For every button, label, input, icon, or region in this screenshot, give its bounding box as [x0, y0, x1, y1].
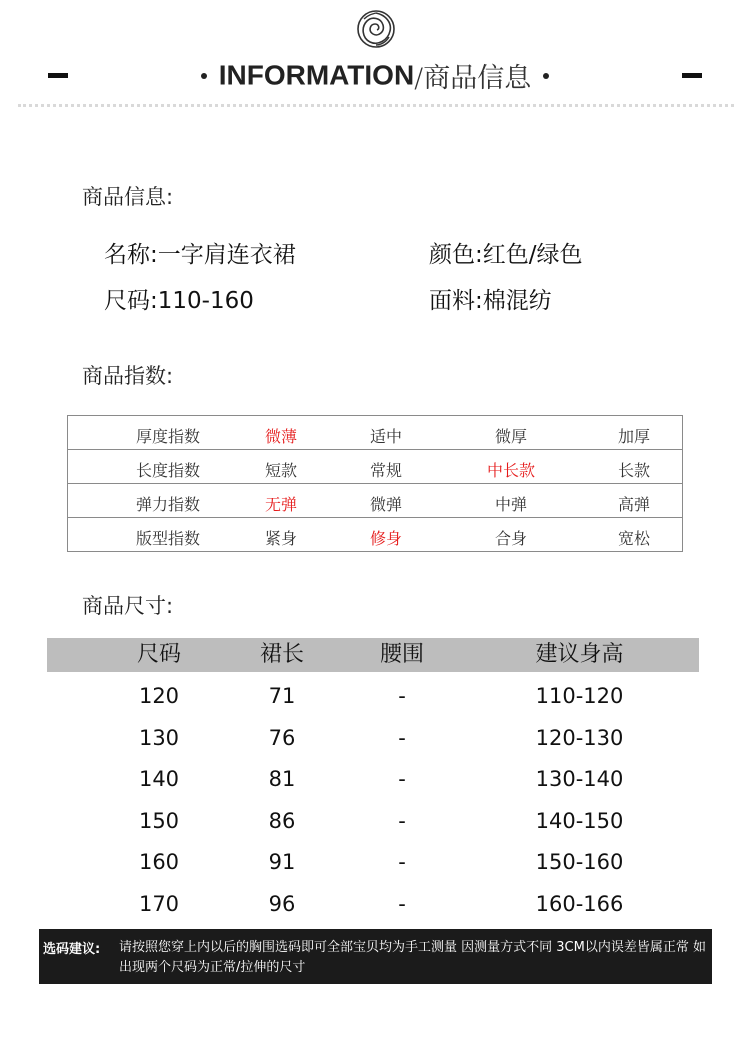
product-size: 尺码:110-160 [104, 288, 254, 314]
length-value: 76 [268, 725, 296, 750]
title-en: INFORMATION [218, 59, 415, 91]
height-value: 150-160 [535, 850, 624, 875]
index-option: 微弹 [369, 495, 402, 514]
length-value: 91 [268, 850, 296, 875]
title-dot-left [201, 73, 207, 79]
header-divider [18, 104, 734, 107]
size-chart-title: 商品尺寸: [82, 594, 174, 618]
waist-value: - [398, 892, 406, 916]
index-option: 宽松 [617, 529, 650, 548]
index-label: 版型指数 [135, 529, 200, 548]
index-row [68, 416, 683, 450]
product-index-title: 商品指数: [82, 364, 174, 388]
size-value: 130 [138, 725, 180, 750]
height-value: 160-166 [535, 892, 624, 916]
index-row [68, 484, 683, 518]
index-row [68, 518, 683, 552]
size-advice-box [39, 929, 712, 984]
index-label: 厚度指数 [135, 427, 200, 446]
index-row [68, 450, 683, 484]
index-option: 常规 [369, 461, 402, 480]
product-fabric: 面料:棉混纺 [429, 288, 552, 314]
header-height: 建议身高 [535, 642, 624, 667]
index-label: 弹力指数 [135, 495, 200, 514]
index-option: 长款 [617, 461, 650, 480]
product-color: 颜色:红色/绿色 [429, 242, 583, 268]
size-advice-text: 请按照您穿上内以后的胸围选码即可全部宝贝均为手工测量 因测量方式不同 3CM以内误差皆属正常 如出现两个尺码为正常/拉伸的尺寸 [119, 940, 706, 975]
index-option: 中弹 [494, 495, 527, 514]
product-index-table [67, 415, 683, 552]
waist-value: - [398, 808, 406, 833]
index-option: 适中 [369, 427, 402, 446]
index-option: 加厚 [617, 427, 650, 446]
length-value: 71 [268, 684, 296, 708]
header-length: 裙长 [259, 642, 304, 667]
waist-value: - [398, 767, 406, 792]
rose-icon [356, 9, 396, 49]
size-value: 120 [138, 684, 180, 708]
size-value: 160 [138, 850, 180, 875]
size-chart-header [47, 638, 699, 672]
size-value: 150 [138, 808, 180, 833]
length-value: 86 [268, 808, 296, 833]
index-option: 无弹 [264, 495, 297, 514]
index-option: 微薄 [264, 427, 297, 446]
height-value: 110-120 [535, 684, 624, 708]
index-option: 短款 [264, 461, 297, 480]
length-value: 96 [268, 892, 296, 916]
index-option: 高弹 [617, 495, 650, 514]
index-label: 长度指数 [135, 461, 200, 480]
index-option: 紧身 [264, 529, 297, 548]
header-waist: 腰围 [379, 642, 424, 667]
product-info-title: 商品信息: [82, 185, 174, 209]
index-option: 修身 [369, 529, 402, 548]
waist-value: - [398, 684, 406, 708]
size-advice-label: 选码建议: [43, 942, 101, 957]
index-option: 中长款 [486, 461, 535, 480]
size-value: 140 [138, 767, 180, 792]
title-dot-right [543, 73, 549, 79]
length-value: 81 [268, 767, 296, 792]
header-size: 尺码 [136, 642, 181, 667]
size-value: 170 [138, 892, 180, 916]
product-name: 名称:一字肩连衣裙 [104, 242, 296, 268]
height-value: 130-140 [535, 767, 624, 792]
waist-value: - [398, 850, 406, 875]
waist-value: - [398, 725, 406, 750]
index-option: 合身 [494, 529, 527, 548]
index-option: 微厚 [494, 427, 527, 446]
page-title [0, 56, 750, 95]
height-value: 120-130 [535, 725, 624, 750]
title-cn: /商品信息 [414, 63, 532, 94]
height-value: 140-150 [535, 808, 624, 833]
